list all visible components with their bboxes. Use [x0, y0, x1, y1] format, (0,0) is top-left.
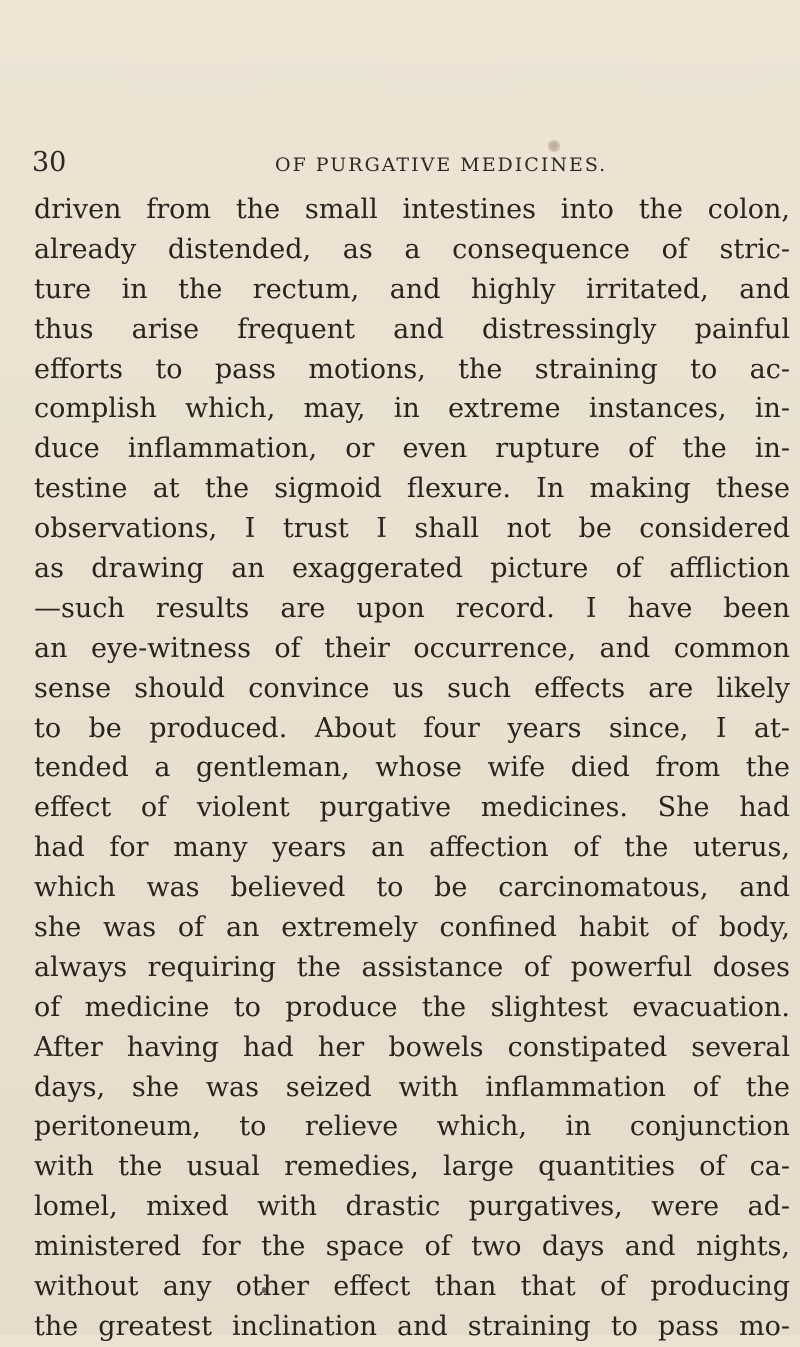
body-text: [34, 190, 790, 1347]
text-line: effect of violent purgative medicines. She had: [34, 792, 790, 824]
text-line: already distended, as a consequence of stric-: [34, 233, 790, 265]
text-line: peritoneum, to relieve which, in conjunction: [34, 1111, 790, 1143]
text-line: which was believed to be carcinomatous, and: [34, 872, 790, 904]
text-line: —such results are upon record. I have been: [34, 592, 790, 624]
text-line: After having had her bowels constipated several: [34, 1031, 790, 1063]
text-line: observations, I trust I shall not be considered: [34, 513, 790, 545]
text-line: thus arise frequent and distressingly painful: [34, 313, 790, 345]
ink-blot: [548, 140, 560, 152]
page-number: 30: [32, 147, 67, 178]
text-line: with the usual remedies, large quantities of ca-: [34, 1151, 790, 1183]
text-line: without any other effect than that of producing: [34, 1271, 790, 1303]
text-line: ture in the rectum, and highly irritated, and: [34, 273, 790, 305]
text-line: as drawing an exaggerated picture of affliction: [34, 553, 790, 585]
text-line: an eye-witness of their occurrence, and common: [34, 632, 790, 664]
text-line: of medicine to produce the slightest evacuation.: [34, 991, 790, 1023]
text-line: had for many years an affection of the uterus,: [34, 832, 790, 864]
text-line: lomel, mixed with drastic purgatives, were ad-: [34, 1191, 790, 1223]
running-head-title: OF PURGATIVE MEDICINES.: [275, 154, 608, 176]
text-line: to be produced. About four years since, I at-: [34, 712, 790, 744]
text-line: the greatest inclination and straining to pass mo-: [34, 1310, 790, 1342]
text-line: complish which, may, in extreme instances, in-: [34, 393, 790, 425]
running-head: [28, 146, 788, 180]
text-line: testine at the sigmoid flexure. In making these: [34, 473, 790, 505]
text-line: driven from the small intestines into the colon,: [34, 194, 790, 225]
text-line: tended a gentleman, whose wife died from the: [34, 752, 790, 784]
text-line: always requiring the assistance of powerful doses: [34, 951, 790, 983]
text-line: duce inflammation, or even rupture of the in-: [34, 433, 790, 465]
text-line: ministered for the space of two days and nights,: [34, 1231, 790, 1263]
text-line: days, she was seized with inflammation of the: [34, 1071, 790, 1103]
text-line: efforts to pass motions, the straining to ac-: [34, 353, 790, 385]
text-line: sense should convince us such effects are likely: [34, 672, 790, 704]
text-line: she was of an extremely confined habit of body,: [34, 912, 790, 944]
